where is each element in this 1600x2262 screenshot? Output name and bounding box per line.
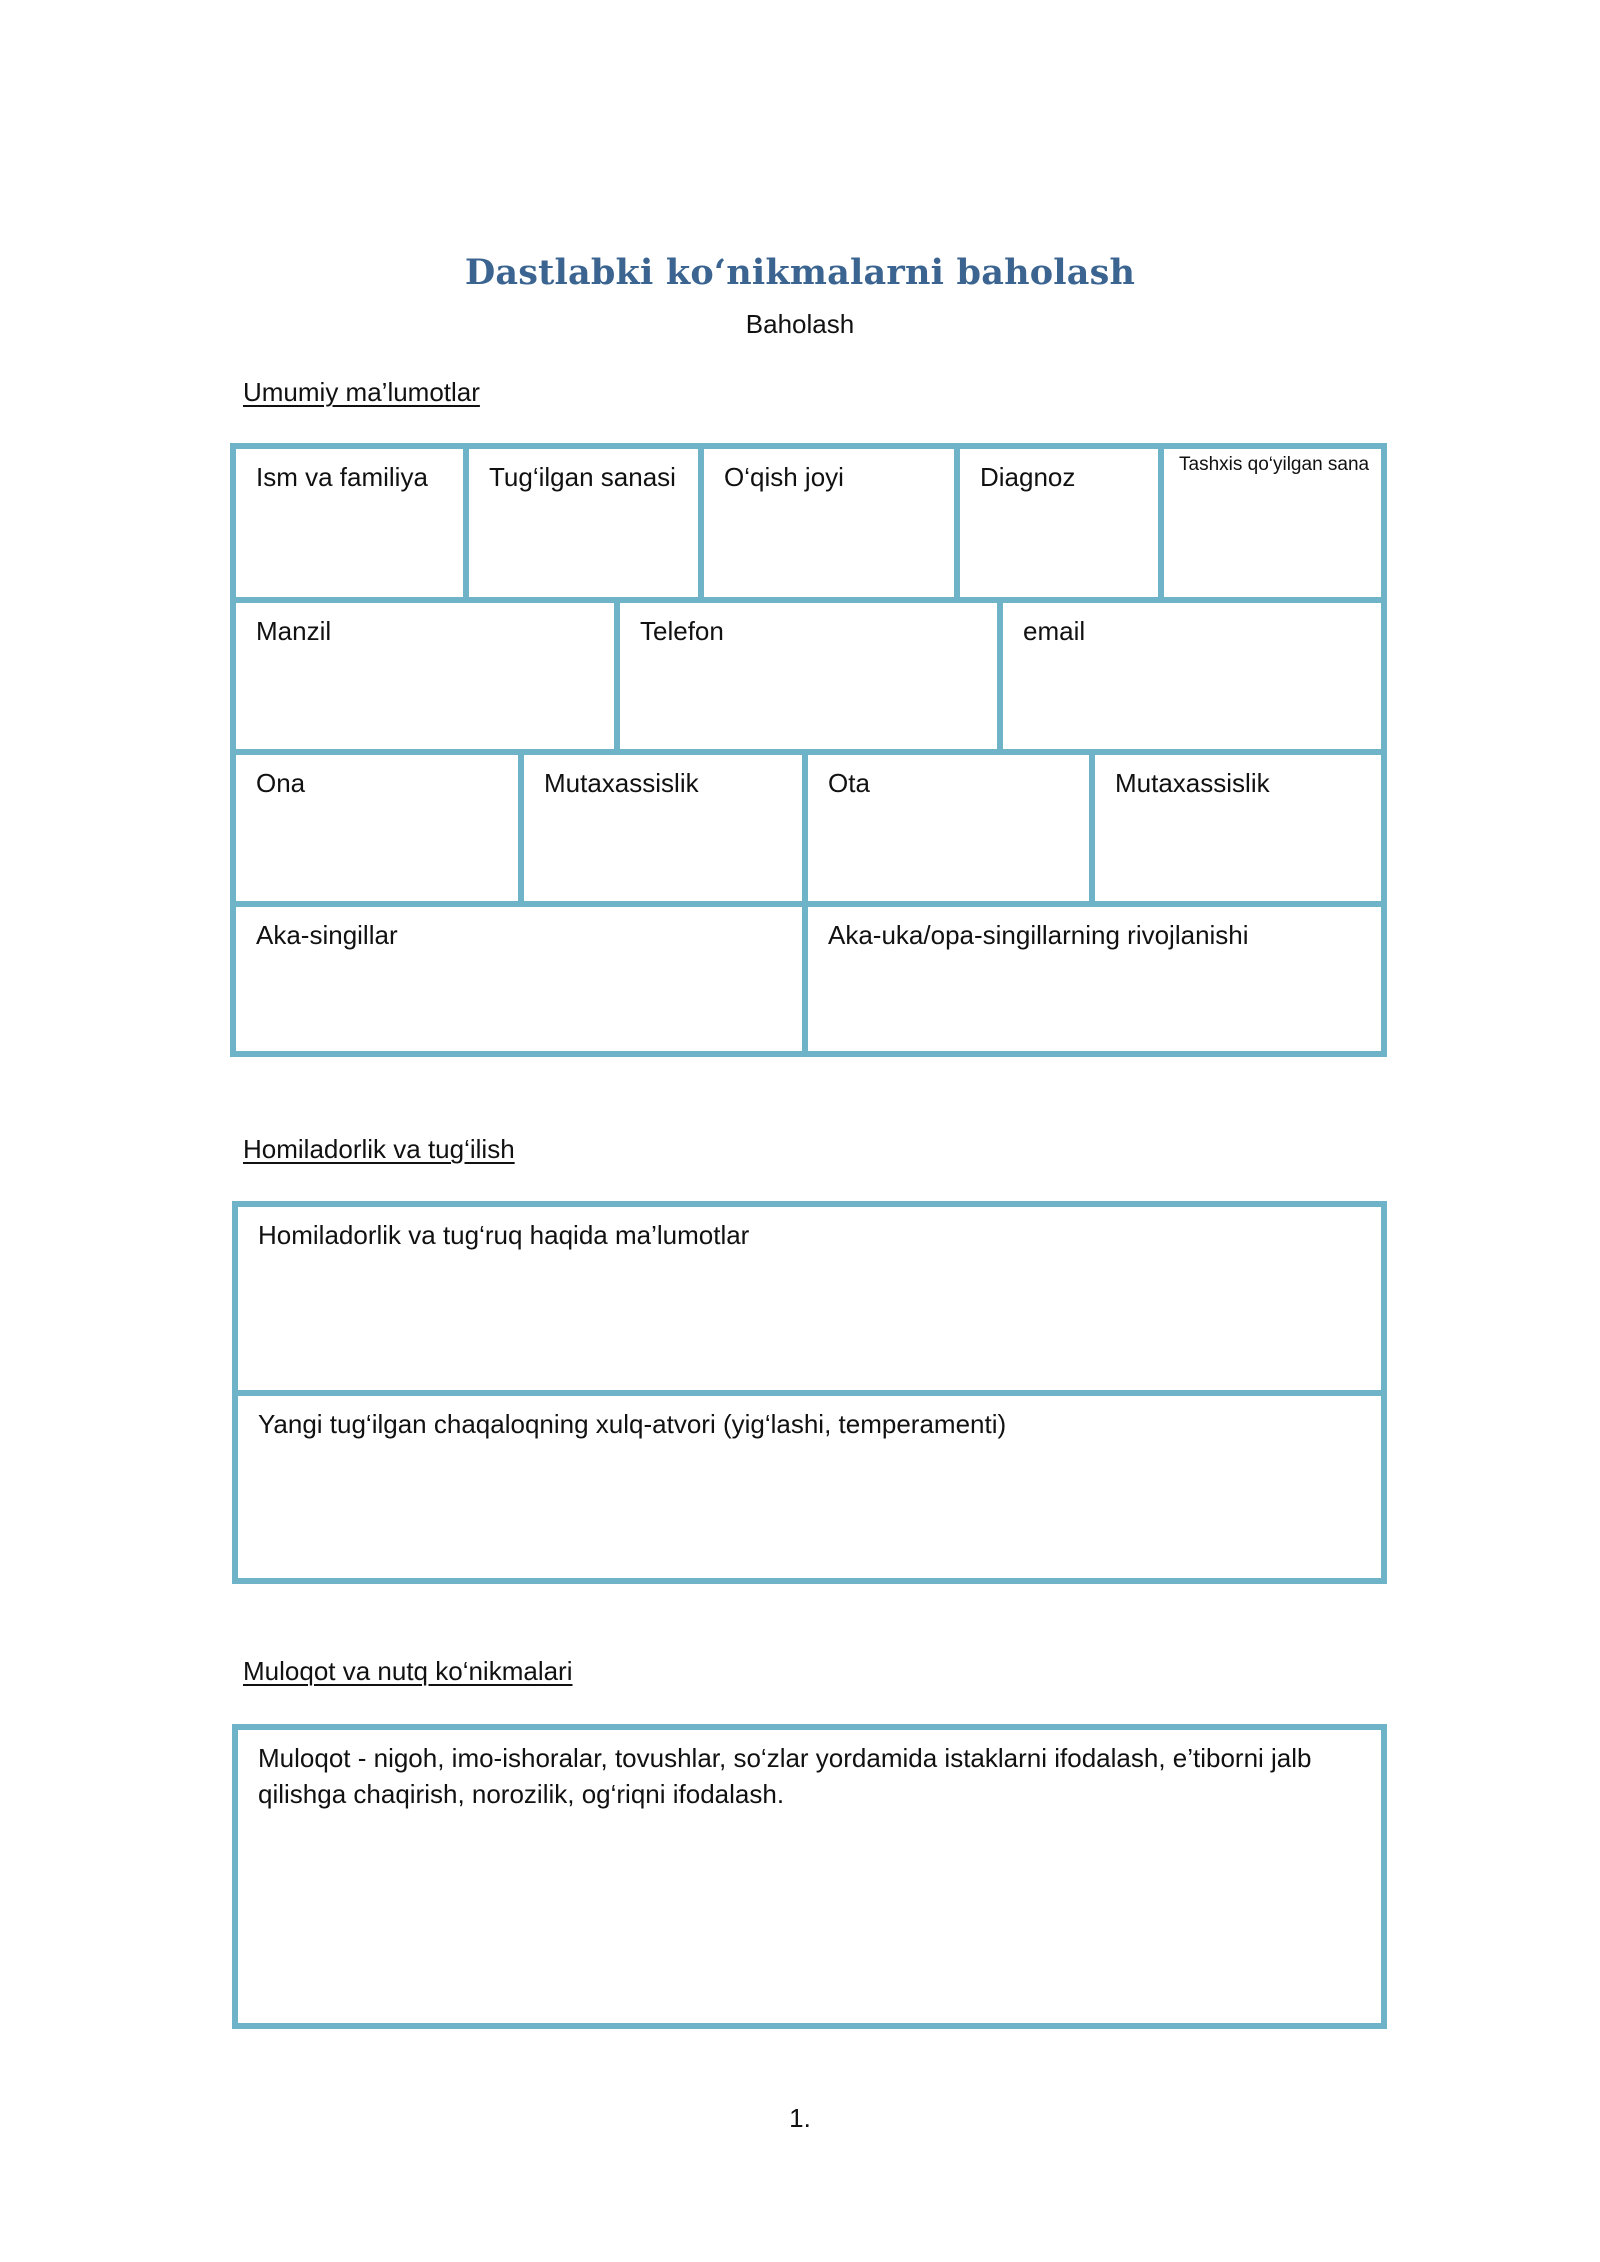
document-title: Dastlabki ko‘nikmalarni baholash xyxy=(464,252,1136,293)
field-email[interactable]: email xyxy=(1003,603,1381,749)
field-birth-date[interactable]: Tug‘ilgan sanasi xyxy=(469,449,698,597)
field-mother-profession[interactable]: Mutaxassislik xyxy=(524,755,802,901)
field-diagnosis-date[interactable]: Tashxis qo‘yilgan sana xyxy=(1164,449,1381,597)
field-mother[interactable]: Ona xyxy=(236,755,518,901)
section-heading-general: Umumiy ma’lumotlar xyxy=(243,377,480,407)
field-newborn-behavior[interactable]: Yangi tug‘ilgan chaqaloqning xulq-atvori (yig‘lashi, temperamenti) xyxy=(238,1396,1381,1578)
general-info-table xyxy=(230,443,1387,1057)
pregnancy-table xyxy=(232,1201,1387,1584)
field-diagnosis[interactable]: Diagnoz xyxy=(960,449,1158,597)
field-full-name[interactable]: Ism va familiya xyxy=(236,449,463,597)
page-number: 1. xyxy=(789,2103,811,2133)
document-subtitle: Baholash xyxy=(745,309,855,339)
field-study-place[interactable]: O‘qish joyi xyxy=(704,449,954,597)
field-communication[interactable]: Muloqot - nigoh, imo-ishoralar, tovushlar, so‘zlar yordamida istaklarni ifodalash, e’tiborni jalb qilishga chaqirish, norozilik, og‘riqni ifodalash. xyxy=(238,1730,1381,2023)
field-siblings[interactable]: Aka-singillar xyxy=(236,907,802,1051)
field-siblings-development[interactable]: Aka-uka/opa-singillarning rivojlanishi xyxy=(808,907,1381,1051)
field-address[interactable]: Manzil xyxy=(236,603,614,749)
field-pregnancy-info[interactable]: Homiladorlik va tug‘ruq haqida ma’lumotlar xyxy=(238,1207,1381,1390)
section-heading-communication: Muloqot va nutq ko‘nikmalari xyxy=(243,1656,573,1686)
communication-table xyxy=(232,1724,1387,2029)
section-heading-pregnancy: Homiladorlik va tug‘ilish xyxy=(243,1134,515,1164)
field-father[interactable]: Ota xyxy=(808,755,1089,901)
field-phone[interactable]: Telefon xyxy=(620,603,997,749)
field-father-profession[interactable]: Mutaxassislik xyxy=(1095,755,1381,901)
